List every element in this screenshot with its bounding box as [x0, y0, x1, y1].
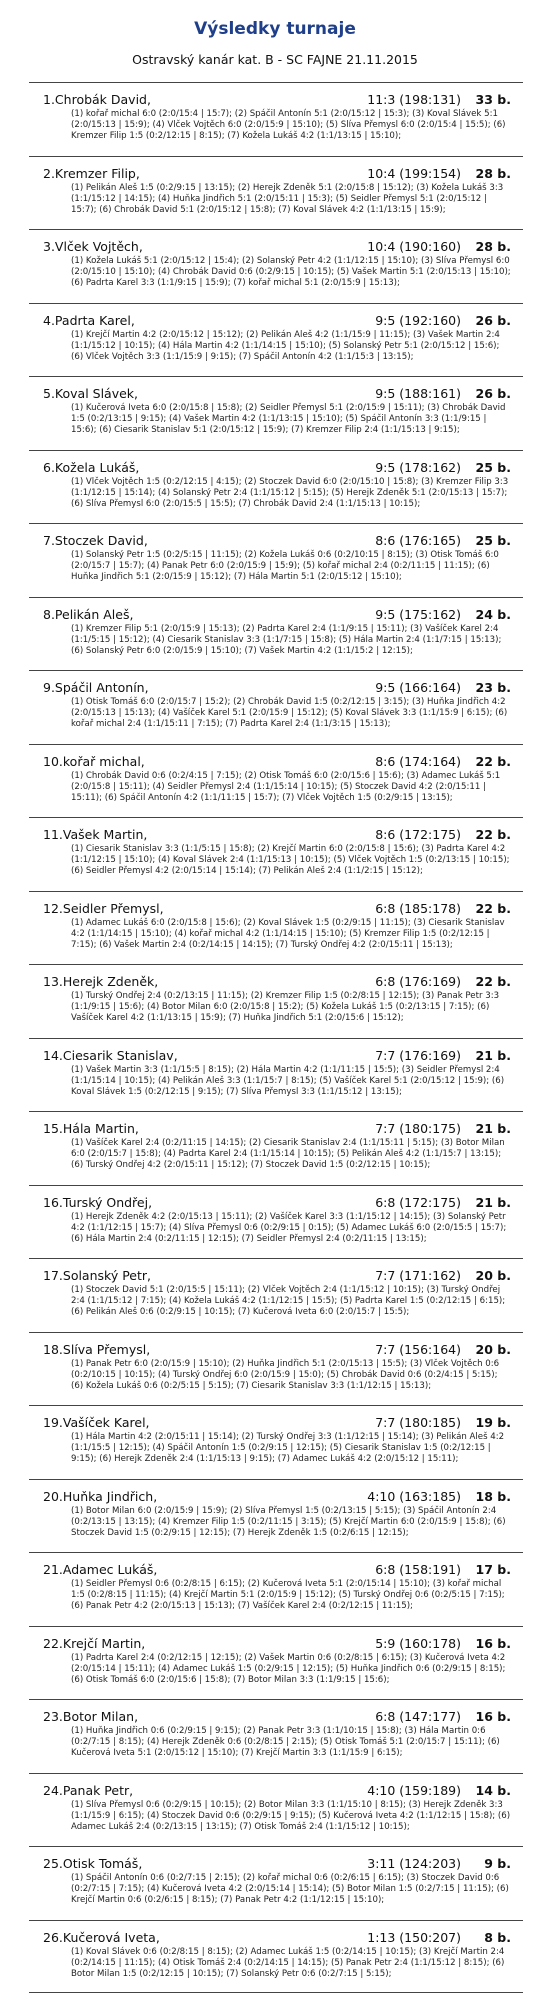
player-name: 8.Pelikán Aleš, — [43, 607, 375, 623]
player-score: 7:7 (156:164) — [375, 1342, 461, 1358]
player-score: 6:8 (172:175) — [375, 1195, 461, 1211]
result-entry-header — [43, 1195, 511, 1211]
player-name: 16.Turský Ondřej, — [43, 1195, 375, 1211]
player-name: 21.Adamec Lukáš, — [43, 1562, 375, 1578]
player-score: 8:6 (172:175) — [375, 827, 461, 843]
player-score: 9:5 (175:162) — [375, 607, 461, 623]
result-entry — [29, 1332, 523, 1406]
result-entry-header — [43, 1415, 511, 1431]
player-points: 19 b. — [467, 1415, 511, 1431]
result-entry — [29, 1405, 523, 1479]
player-name: 1.Chrobák David, — [43, 92, 367, 108]
page-title: Výsledky turnaje — [0, 0, 550, 42]
result-entry-header — [43, 607, 511, 623]
player-points: 22 b. — [467, 754, 511, 770]
result-entry-header — [43, 1121, 511, 1137]
player-score: 10:4 (190:160) — [367, 239, 461, 255]
result-entry — [29, 1699, 523, 1773]
player-points: 16 b. — [467, 1709, 511, 1725]
match-details: (1) Vašíček Karel 2:4 (0:2/11:15 | 14:15); (2) Ciesarik Stanislav 2:4 (1:1/15:11 | 5:15); (3) Botor Milan 6:0 (2:0/15:7 | 15:8); (4) Padrta Karel 2:4 (1:1/15:14 | 10:15); (5) Pelikán Aleš 4:2 (1:1/15:7 | 13:15); (6) Turský Ondřej 4:2 (2:0/15:11 | 15:12); (7) Stoczek David 1:5 (0:2/12:15 | 10:15); — [71, 1138, 511, 1171]
result-entry — [29, 376, 523, 450]
player-score: 7:7 (176:169) — [375, 1048, 461, 1064]
player-score: 5:9 (160:178) — [375, 1636, 461, 1652]
player-points: 21 b. — [467, 1048, 511, 1064]
result-entry — [29, 1479, 523, 1553]
result-entry — [29, 1846, 523, 1920]
player-score: 6:8 (185:178) — [375, 901, 461, 917]
player-score: 10:4 (199:154) — [367, 166, 461, 182]
result-entry-header — [43, 680, 511, 696]
match-details: (1) Pelikán Aleš 1:5 (0:2/9:15 | 13:15); (2) Herejk Zdeněk 5:1 (2:0/15:8 | 15:12); (3) Kožela Lukáš 3:3 (1:1/15:12 | 14:15); (4) Huňka Jindřich 5:1 (2:0/15:11 | 15:3); (5) Seidler Přemysl 5:1 (2:0/15:12 | 15:7); (6) Chrobák David 5:1 (2:0/15:12 | 15:8); (7) Koval Slávek 4:2 (1:1/13:15 | 15:9); — [71, 183, 511, 216]
result-entry — [29, 744, 523, 818]
result-entry — [29, 670, 523, 744]
match-details: (1) Padrta Karel 2:4 (0:2/12:15 | 12:15); (2) Vašek Martin 0:6 (0:2/8:15 | 6:15); (3) Kučerová Iveta 4:2 (2:0/15:14 | 15:11); (4) Adamec Lukáš 1:5 (0:2/9:15 | 12:15); (5) Huňka Jindřich 0:6 (0:2/9:15 | 8:15); (6) Otisk Tomáš 6:0 (2:0/15:6 | 15:8); (7) Botor Milan 3:3 (1:1/9:15 | 15:6); — [71, 1653, 511, 1686]
result-entry — [29, 1111, 523, 1185]
match-details: (1) Turský Ondřej 2:4 (0:2/13:15 | 11:15); (2) Kremzer Filip 1:5 (0:2/8:15 | 12:15); (3) Panak Petr 3:3 (1:1/9:15 | 15:6); (4) Botor Milan 6:0 (2:0/15:8 | 15:2); (5) Kožela Lukáš 1:5 (0:2/13:15 | 7:15); (6) Vašíček Karel 4:2 (1:1/13:15 | 15:9); (7) Huňka Jindřich 5:1 (2:0/15:6 | 15:12); — [71, 991, 511, 1024]
player-name: 17.Solanský Petr, — [43, 1268, 375, 1284]
player-score: 8:6 (176:165) — [375, 533, 461, 549]
player-score: 1:13 (150:207) — [367, 1930, 461, 1946]
result-entry-header — [43, 460, 511, 476]
player-score: 6:8 (147:177) — [375, 1709, 461, 1725]
player-score: 9:5 (192:160) — [375, 313, 461, 329]
result-entry-header — [43, 1268, 511, 1284]
result-entry — [29, 523, 523, 597]
match-details: (1) Panak Petr 6:0 (2:0/15:9 | 15:10); (2) Huňka Jindřich 5:1 (2:0/15:13 | 15:5); (3) Vlček Vojtěch 0:6 (0:2/10:15 | 10:15); (4) Turský Ondřej 6:0 (2:0/15:9 | 15:0); (5) Chrobák David 0:6 (0:2/4:15 | 5:15); (6) Kožela Lukáš 0:6 (0:2/5:15 | 5:15); (7) Ciesarik Stanislav 3:3 (1:1/12:15 | 15:13); — [71, 1359, 511, 1392]
player-points: 25 b. — [467, 533, 511, 549]
result-entry-header — [43, 754, 511, 770]
result-entry-header — [43, 239, 511, 255]
player-name: 20.Huňka Jindřich, — [43, 1489, 367, 1505]
player-score: 7:7 (180:175) — [375, 1121, 461, 1137]
result-entry — [29, 156, 523, 230]
page-subtitle: Ostravský kanár kat. B - SC FAJNE 21.11.2015 — [0, 42, 550, 68]
player-name: 13.Herejk Zdeněk, — [43, 974, 375, 990]
player-name: 26.Kučerová Iveta, — [43, 1930, 367, 1946]
player-name: 24.Panak Petr, — [43, 1783, 367, 1799]
result-entry-header — [43, 1783, 511, 1799]
player-name: 18.Slíva Přemysl, — [43, 1342, 375, 1358]
match-details: (1) Hála Martin 4:2 (2:0/15:11 | 15:14); (2) Turský Ondřej 3:3 (1:1/12:15 | 15:14); (3) Pelikán Aleš 4:2 (1:1/15:5 | 12:15); (4) Spáčil Antonín 1:5 (0:2/9:15 | 12:15); (5) Ciesarik Stanislav 1:5 (0:2/12:15 | 9:15); (6) Herejk Zdeněk 2:4 (1:1/15:13 | 9:15); (7) Adamec Lukáš 4:2 (2:0/15:12 | 15:11); — [71, 1432, 511, 1465]
player-points: 20 b. — [467, 1268, 511, 1284]
player-score: 7:7 (171:162) — [375, 1268, 461, 1284]
player-name: 5.Koval Slávek, — [43, 386, 375, 402]
player-name: 23.Botor Milan, — [43, 1709, 375, 1725]
player-name: 9.Spáčil Antonín, — [43, 680, 375, 696]
player-points: 16 b. — [467, 1636, 511, 1652]
match-details: (1) Solanský Petr 1:5 (0:2/5:15 | 11:15); (2) Kožela Lukáš 0:6 (0:2/10:15 | 8:15); (3) Otisk Tomáš 6:0 (2:0/15:7 | 15:7); (4) Panak Petr 6:0 (2:0/15:9 | 15:9); (5) kořař michal 2:4 (0:2/11:15 | 11:15); (6) Huňka Jindřich 5:1 (2:0/15:9 | 15:12); (7) Hála Martin 5:1 (2:0/15:12 | 15:10); — [71, 550, 511, 583]
result-entry-header — [43, 386, 511, 402]
player-score: 9:5 (178:162) — [375, 460, 461, 476]
player-points: 26 b. — [467, 386, 511, 402]
match-details: (1) Kremzer Filip 5:1 (2:0/15:9 | 15:13); (2) Padrta Karel 2:4 (1:1/9:15 | 15:11); (3) Vašíček Karel 2:4 (1:1/5:15 | 15:12); (4) Ciesarik Stanislav 3:3 (1:1/7:15 | 15:8); (5) Hála Martin 2:4 (1:1/7:15 | 15:13); (6) Solanský Petr 6:0 (2:0/15:9 | 15:10); (7) Vašek Martin 4:2 (1:1/15:2 | 12:15); — [71, 624, 511, 657]
result-entry-header — [43, 1342, 511, 1358]
results-list — [0, 82, 550, 1993]
match-details: (1) Botor Milan 6:0 (2:0/15:9 | 15:9); (2) Slíva Přemysl 1:5 (0:2/13:15 | 5:15); (3) Spáčil Antonín 2:4 (0:2/13:15 | 13:15); (4) Kremzer Filip 1:5 (0:2/11:15 | 3:15); (5) Krejčí Martin 6:0 (2:0/15:9 | 15:8); (6) Stoczek David 1:5 (0:2/9:15 | 12:15); (7) Herejk Zdeněk 1:5 (0:2/6:15 | 12:15); — [71, 1506, 511, 1539]
result-entry-header — [43, 166, 511, 182]
match-details: (1) Koval Slávek 0:6 (0:2/8:15 | 8:15); (2) Adamec Lukáš 1:5 (0:2/14:15 | 10:15); (3) Krejčí Martin 2:4 (0:2/14:15 | 11:15); (4) Otisk Tomáš 2:4 (0:2/14:15 | 14:15); (5) Panak Petr 2:4 (1:1/15:12 | 8:15); (6) Botor Milan 1:5 (0:2/12:15 | 10:15); (7) Solanský Petr 0:6 (0:2/7:15 | 5:15); — [71, 1947, 511, 1980]
result-entry — [29, 1038, 523, 1112]
result-entry — [29, 303, 523, 377]
player-points: 23 b. — [467, 680, 511, 696]
result-entry-header — [43, 1489, 511, 1505]
player-points: 25 b. — [467, 460, 511, 476]
match-details: (1) Spáčil Antonín 0:6 (0:2/7:15 | 2:15); (2) kořař michal 0:6 (0:2/6:15 | 6:15); (3) Stoczek David 0:6 (0:2/7:15 | 7:15); (4) Kučerová Iveta 4:2 (2:0/15:14 | 15:14); (5) Botor Milan 1:5 (0:2/7:15 | 11:15); (6) Krejčí Martin 0:6 (0:2/6:15 | 8:15); (7) Panak Petr 4:2 (1:1/12:15 | 15:10); — [71, 1873, 511, 1906]
player-points: 17 b. — [467, 1562, 511, 1578]
result-entry-header — [43, 901, 511, 917]
player-name: 19.Vašíček Karel, — [43, 1415, 375, 1431]
result-entry — [29, 229, 523, 303]
player-name: 11.Vašek Martin, — [43, 827, 375, 843]
result-entry — [29, 964, 523, 1038]
player-points: 26 b. — [467, 313, 511, 329]
match-details: (1) Kožela Lukáš 5:1 (2:0/15:12 | 15:4); (2) Solanský Petr 4:2 (1:1/12:15 | 15:10); (3) Slíva Přemysl 6:0 (2:0/15:10 | 15:10); (4) Chrobák David 0:6 (0:2/9:15 | 10:15); (5) Vašek Martin 5:1 (2:0/15:13 | 15:10); (6) Padrta Karel 3:3 (1:1/9:15 | 15:9); (7) kořař michal 5:1 (2:0/15:9 | 15:13); — [71, 256, 511, 289]
match-details: (1) Vašek Martin 3:3 (1:1/15:5 | 8:15); (2) Hála Martin 4:2 (1:1/11:15 | 15:5); (3) Seidler Přemysl 2:4 (1:1/15:14 | 10:15); (4) Pelikán Aleš 3:3 (1:1/15:7 | 8:15); (5) Vašíček Karel 5:1 (2:0/15:12 | 15:9); (6) Koval Slávek 1:5 (0:2/12:15 | 9:15); (7) Slíva Přemysl 3:3 (1:1/15:12 | 13:15); — [71, 1065, 511, 1098]
player-score: 9:5 (166:164) — [375, 680, 461, 696]
player-points: 14 b. — [467, 1783, 511, 1799]
match-details: (1) Ciesarik Stanislav 3:3 (1:1/5:15 | 15:8); (2) Krejčí Martin 6:0 (2:0/15:8 | 15:6); (3) Padrta Karel 4:2 (1:1/12:15 | 15:10); (4) Koval Slávek 2:4 (1:1/15:13 | 10:15); (5) Vlček Vojtěch 1:5 (0:2/13:15 | 10:15); (6) Seidler Přemysl 4:2 (2:0/15:14 | 15:14); (7) Pelikán Aleš 2:4 (1:1/2:15 | 15:12); — [71, 844, 511, 877]
result-entry — [29, 597, 523, 671]
result-entry — [29, 450, 523, 524]
player-score: 11:3 (198:131) — [367, 92, 461, 108]
result-entry-header — [43, 1856, 511, 1872]
match-details: (1) Krejčí Martin 4:2 (2:0/15:12 | 15:12); (2) Pelikán Aleš 4:2 (1:1/15:9 | 11:15); (3) Vašek Martin 2:4 (1:1/15:12 | 10:15); (4) Hála Martin 4:2 (1:1/14:15 | 15:10); (5) Solanský Petr 5:1 (2:0/15:12 | 15:6); (6) Vlček Vojtěch 3:3 (1:1/15:9 | 9:15); (7) Spáčil Antonín 4:2 (1:1/15:3 | 13:15); — [71, 330, 511, 363]
result-entry — [29, 1258, 523, 1332]
player-points: 24 b. — [467, 607, 511, 623]
result-entry — [29, 1920, 523, 1993]
result-entry — [29, 817, 523, 891]
player-points: 21 b. — [467, 1195, 511, 1211]
player-score: 6:8 (176:169) — [375, 974, 461, 990]
match-details: (1) Herejk Zdeněk 4:2 (2:0/15:13 | 15:11); (2) Vašíček Karel 3:3 (1:1/15:12 | 14:15); (3) Solanský Petr 4:2 (1:1/12:15 | 15:7); (4) Slíva Přemysl 0:6 (0:2/9:15 | 0:15); (5) Adamec Lukáš 6:0 (2:0/15:5 | 15:7); (6) Hála Martin 2:4 (0:2/11:15 | 12:15); (7) Seidler Přemysl 2:4 (0:2/11:15 | 13:15); — [71, 1212, 511, 1245]
player-points: 8 b. — [467, 1930, 511, 1946]
player-name: 4.Padrta Karel, — [43, 313, 375, 329]
result-entry-header — [43, 313, 511, 329]
player-points: 33 b. — [467, 92, 511, 108]
result-entry — [29, 1626, 523, 1700]
result-entry-header — [43, 1562, 511, 1578]
player-points: 18 b. — [467, 1489, 511, 1505]
player-name: 22.Krejčí Martin, — [43, 1636, 375, 1652]
player-score: 4:10 (163:185) — [367, 1489, 461, 1505]
result-entry — [29, 1773, 523, 1847]
result-entry-header — [43, 1709, 511, 1725]
match-details: (1) kořař michal 6:0 (2:0/15:4 | 15:7); (2) Spáčil Antonín 5:1 (2:0/15:12 | 15:3); (3) Koval Slávek 5:1 (2:0/15:13 | 15:9); (4) Vlček Vojtěch 6:0 (2:0/15:9 | 15:10); (5) Slíva Přemysl 6:0 (2:0/15:4 | 15:5); (6) Kremzer Filip 1:5 (0:2/12:15 | 8:15); (7) Kožela Lukáš 4:2 (1:1/13:15 | 15:10); — [71, 109, 511, 142]
player-name: 15.Hála Martin, — [43, 1121, 375, 1137]
result-entry-header — [43, 1048, 511, 1064]
result-entry-header — [43, 827, 511, 843]
player-name: 14.Ciesarik Stanislav, — [43, 1048, 375, 1064]
result-entry — [29, 1552, 523, 1626]
match-details: (1) Chrobák David 0:6 (0:2/4:15 | 7:15); (2) Otisk Tomáš 6:0 (2:0/15:6 | 15:6); (3) Adamec Lukáš 5:1 (2:0/15:8 | 15:11); (4) Seidler Přemysl 2:4 (1:1/15:14 | 10:15); (5) Stoczek David 4:2 (2:0/15:11 | 15:11); (6) Spáčil Antonín 4:2 (1:1/11:15 | 15:7); (7) Vlček Vojtěch 1:5 (0:2/9:15 | 13:15); — [71, 771, 511, 804]
player-score: 6:8 (158:191) — [375, 1562, 461, 1578]
result-entry-header — [43, 1636, 511, 1652]
player-points: 22 b. — [467, 827, 511, 843]
result-entry — [29, 82, 523, 156]
player-name: 3.Vlček Vojtěch, — [43, 239, 367, 255]
player-points: 28 b. — [467, 239, 511, 255]
player-points: 22 b. — [467, 901, 511, 917]
result-entry-header — [43, 1930, 511, 1946]
player-score: 3:11 (124:203) — [367, 1856, 461, 1872]
result-entry-header — [43, 533, 511, 549]
player-points: 20 b. — [467, 1342, 511, 1358]
player-points: 21 b. — [467, 1121, 511, 1137]
player-name: 6.Kožela Lukáš, — [43, 460, 375, 476]
match-details: (1) Kučerová Iveta 6:0 (2:0/15:8 | 15:8); (2) Seidler Přemysl 5:1 (2:0/15:9 | 15:11); (3) Chrobák David 1:5 (0:2/13:15 | 9:15); (4) Vašek Martin 4:2 (1:1/13:15 | 15:10); (5) Spáčil Antonín 3:3 (1:1/9:15 | 15:6); (6) Ciesarik Stanislav 5:1 (2:0/15:12 | 15:9); (7) Kremzer Filip 2:4 (1:1/15:13 | 9:15); — [71, 403, 511, 436]
player-name: 10.kořař michal, — [43, 754, 375, 770]
player-score: 7:7 (180:185) — [375, 1415, 461, 1431]
match-details: (1) Huňka Jindřich 0:6 (0:2/9:15 | 9:15); (2) Panak Petr 3:3 (1:1/10:15 | 15:8); (3) Hála Martin 0:6 (0:2/7:15 | 8:15); (4) Herejk Zdeněk 0:6 (0:2/8:15 | 2:15); (5) Otisk Tomáš 5:1 (2:0/15:7 | 15:11); (6) Kučerová Iveta 5:1 (2:0/15:12 | 15:10); (7) Krejčí Martin 3:3 (1:1/15:9 | 6:15); — [71, 1726, 511, 1759]
match-details: (1) Seidler Přemysl 0:6 (0:2/8:15 | 6:15); (2) Kučerová Iveta 5:1 (2:0/15:14 | 15:10); (3) kořař michal 1:5 (0:2/8:15 | 11:15); (4) Krejčí Martin 5:1 (2:0/15:9 | 15:12); (5) Turský Ondřej 0:6 (0:2/5:15 | 7:15); (6) Panak Petr 4:2 (2:0/15:13 | 15:13); (7) Vašíček Karel 2:4 (0:2/12:15 | 11:15); — [71, 1579, 511, 1612]
player-name: 12.Seidler Přemysl, — [43, 901, 375, 917]
player-score: 9:5 (188:161) — [375, 386, 461, 402]
player-score: 4:10 (159:189) — [367, 1783, 461, 1799]
result-entry — [29, 891, 523, 965]
player-points: 9 b. — [467, 1856, 511, 1872]
player-name: 2.Kremzer Filip, — [43, 166, 367, 182]
match-details: (1) Adamec Lukáš 6:0 (2:0/15:8 | 15:6); (2) Koval Slávek 1:5 (0:2/9:15 | 11:15); (3) Ciesarik Stanislav 4:2 (1:1/14:15 | 15:10); (4) kořař michal 4:2 (1:1/14:15 | 15:10); (5) Kremzer Filip 1:5 (0:2/12:15 | 7:15); (6) Vašek Martin 2:4 (0:2/14:15 | 14:15); (7) Turský Ondřej 4:2 (2:0/15:11 | 15:13); — [71, 918, 511, 951]
player-points: 28 b. — [467, 166, 511, 182]
match-details: (1) Slíva Přemysl 0:6 (0:2/9:15 | 10:15); (2) Botor Milan 3:3 (1:1/15:10 | 8:15); (3) Herejk Zdeněk 3:3 (1:1/15:9 | 6:15); (4) Stoczek David 0:6 (0:2/9:15 | 9:15); (5) Kučerová Iveta 4:2 (1:1/12:15 | 15:8); (6) Adamec Lukáš 2:4 (0:2/13:15 | 13:15); (7) Otisk Tomáš 2:4 (1:1/15:12 | 10:15); — [71, 1800, 511, 1833]
player-name: 7.Stoczek David, — [43, 533, 375, 549]
player-score: 8:6 (174:164) — [375, 754, 461, 770]
match-details: (1) Stoczek David 5:1 (2:0/15:5 | 15:11); (2) Vlček Vojtěch 2:4 (1:1/15:12 | 10:15); (3) Turský Ondřej 2:4 (1:1/15:12 | 7:15); (4) Kožela Lukáš 4:2 (1:1/12:15 | 15:5); (5) Padrta Karel 1:5 (0:2/12:15 | 6:15); (6) Pelikán Aleš 0:6 (0:2/9:15 | 10:15); (7) Kučerová Iveta 6:0 (2:0/15:7 | 15:5); — [71, 1285, 511, 1318]
result-entry-header — [43, 92, 511, 108]
result-entry-header — [43, 974, 511, 990]
player-name: 25.Otisk Tomáš, — [43, 1856, 367, 1872]
result-entry — [29, 1185, 523, 1259]
player-points: 22 b. — [467, 974, 511, 990]
match-details: (1) Vlček Vojtěch 1:5 (0:2/12:15 | 4:15); (2) Stoczek David 6:0 (2:0/15:10 | 15:8); (3) Kremzer Filip 3:3 (1:1/12:15 | 15:14); (4) Solanský Petr 2:4 (1:1/15:12 | 5:15); (5) Herejk Zdeněk 5:1 (2:0/15:13 | 15:7); (6) Slíva Přemysl 6:0 (2:0/15:5 | 15:5); (7) Chrobák David 2:4 (1:1/15:13 | 10:15); — [71, 477, 511, 510]
match-details: (1) Otisk Tomáš 6:0 (2:0/15:7 | 15:2); (2) Chrobák David 1:5 (0:2/12:15 | 3:15); (3) Huňka Jindřich 4:2 (2:0/15:13 | 15:13); (4) Vašíček Karel 5:1 (2:0/15:9 | 15:12); (5) Koval Slávek 3:3 (1:1/15:9 | 6:15); (6) kořař michal 2:4 (1:1/15:11 | 7:15); (7) Padrta Karel 2:4 (1:1/3:15 | 15:13); — [71, 697, 511, 730]
